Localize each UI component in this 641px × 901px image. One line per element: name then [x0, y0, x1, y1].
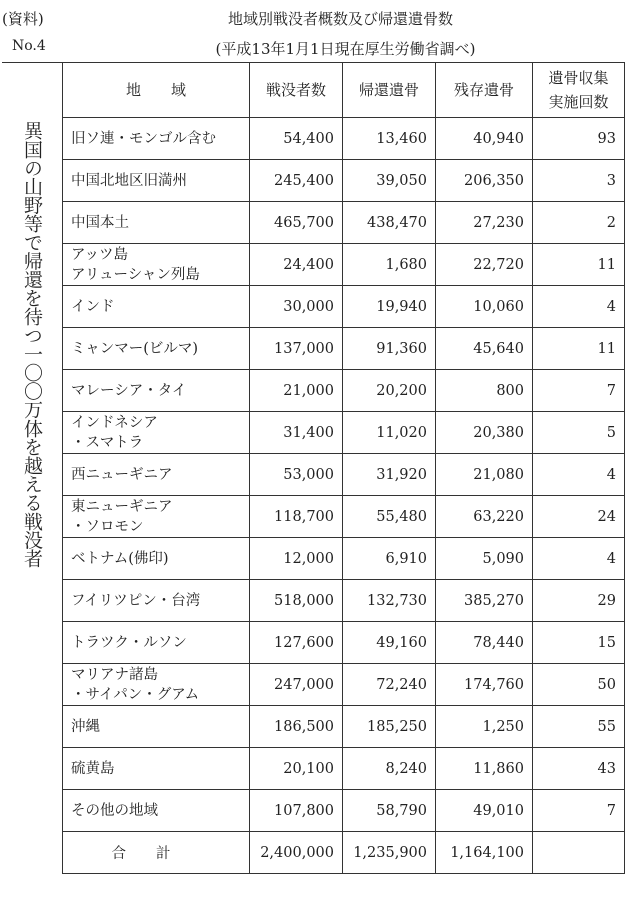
value-cell: 7 [533, 790, 625, 832]
value-cell: 11 [533, 244, 625, 286]
value-cell: 19,940 [343, 286, 436, 328]
source-label: (資料) [2, 10, 44, 28]
value-cell: 385,270 [436, 580, 533, 622]
value-cell: 132,730 [343, 580, 436, 622]
side-label: 異国の山野等で帰還を待つ一〇〇万体を越える戦没者 [21, 121, 43, 568]
value-cell: 22,720 [436, 244, 533, 286]
column-header: 残存遺骨 [436, 63, 533, 118]
value-cell: 137,000 [250, 328, 343, 370]
value-cell: 186,500 [250, 706, 343, 748]
total-label: 合計 [63, 832, 250, 874]
region-cell: 中国北地区旧満州 [63, 160, 250, 202]
side-column [2, 62, 62, 891]
value-cell: 40,940 [436, 118, 533, 160]
value-cell: 4 [533, 538, 625, 580]
region-cell: 西ニューギニア [63, 454, 250, 496]
value-cell: 24,400 [250, 244, 343, 286]
value-cell: 53,000 [250, 454, 343, 496]
value-cell: 127,600 [250, 622, 343, 664]
value-cell: 13,460 [343, 118, 436, 160]
value-cell: 21,000 [250, 370, 343, 412]
value-cell: 1,250 [436, 706, 533, 748]
value-cell: 31,920 [343, 454, 436, 496]
table-row [63, 244, 625, 286]
table-row [63, 412, 625, 454]
value-cell: 20,200 [343, 370, 436, 412]
value-cell: 5,090 [436, 538, 533, 580]
total-value: 1,164,100 [436, 832, 533, 874]
total-value [533, 832, 625, 874]
value-cell: 247,000 [250, 664, 343, 706]
value-cell: 438,470 [343, 202, 436, 244]
region-cell: 中国本土 [63, 202, 250, 244]
value-cell: 11 [533, 328, 625, 370]
value-cell: 206,350 [436, 160, 533, 202]
value-cell: 3 [533, 160, 625, 202]
table-row [63, 118, 625, 160]
value-cell: 50 [533, 664, 625, 706]
value-cell: 245,400 [250, 160, 343, 202]
document-number: No.4 [12, 38, 46, 54]
value-cell: 39,050 [343, 160, 436, 202]
total-value: 2,400,000 [250, 832, 343, 874]
value-cell: 11,020 [343, 412, 436, 454]
region-cell: その他の地域 [63, 790, 250, 832]
value-cell: 800 [436, 370, 533, 412]
column-header: 戦没者数 [250, 63, 343, 118]
table-row [63, 706, 625, 748]
value-cell: 31,400 [250, 412, 343, 454]
value-cell: 93 [533, 118, 625, 160]
table-row [63, 454, 625, 496]
table-row [63, 496, 625, 538]
table-row [63, 580, 625, 622]
document-title: 地域別戦没者概数及び帰還遺骨数 [227, 10, 453, 28]
column-header: 帰還遺骨 [343, 63, 436, 118]
region-cell: インド [63, 286, 250, 328]
region-cell: 東ニューギニア ・ソロモン [63, 496, 250, 538]
value-cell: 118,700 [250, 496, 343, 538]
table-header-row [63, 63, 625, 118]
value-cell: 11,860 [436, 748, 533, 790]
value-cell: 10,060 [436, 286, 533, 328]
value-cell: 24 [533, 496, 625, 538]
table-row [63, 538, 625, 580]
value-cell: 91,360 [343, 328, 436, 370]
region-cell: トラツク・ルソン [63, 622, 250, 664]
region-cell: 旧ソ連・モンゴル含む [63, 118, 250, 160]
value-cell: 58,790 [343, 790, 436, 832]
region-cell: 硫黄島 [63, 748, 250, 790]
region-cell: ベトナム(佛印) [63, 538, 250, 580]
value-cell: 2 [533, 202, 625, 244]
value-cell: 5 [533, 412, 625, 454]
total-value: 1,235,900 [343, 832, 436, 874]
value-cell: 29 [533, 580, 625, 622]
region-cell: インドネシア ・スマトラ [63, 412, 250, 454]
table-row [63, 622, 625, 664]
value-cell: 30,000 [250, 286, 343, 328]
value-cell: 1,680 [343, 244, 436, 286]
table-row [63, 202, 625, 244]
value-cell: 72,240 [343, 664, 436, 706]
column-header: 地 域 [63, 63, 250, 118]
region-cell: フイリツピン・台湾 [63, 580, 250, 622]
table-row [63, 370, 625, 412]
region-cell: アッツ島 アリューシャン列島 [63, 244, 250, 286]
value-cell: 78,440 [436, 622, 533, 664]
value-cell: 6,910 [343, 538, 436, 580]
value-cell: 518,000 [250, 580, 343, 622]
value-cell: 4 [533, 286, 625, 328]
total-row [63, 832, 625, 874]
table-row [63, 160, 625, 202]
value-cell: 7 [533, 370, 625, 412]
value-cell: 4 [533, 454, 625, 496]
value-cell: 54,400 [250, 118, 343, 160]
value-cell: 12,000 [250, 538, 343, 580]
value-cell: 45,640 [436, 328, 533, 370]
table-row [63, 790, 625, 832]
value-cell: 107,800 [250, 790, 343, 832]
value-cell: 20,380 [436, 412, 533, 454]
value-cell: 55 [533, 706, 625, 748]
war-dead-table [62, 62, 625, 874]
value-cell: 49,160 [343, 622, 436, 664]
column-header: 遺骨収集 実施回数 [533, 63, 625, 118]
region-cell: ミャンマー(ビルマ) [63, 328, 250, 370]
value-cell: 20,100 [250, 748, 343, 790]
value-cell: 27,230 [436, 202, 533, 244]
region-cell: 沖縄 [63, 706, 250, 748]
value-cell: 465,700 [250, 202, 343, 244]
value-cell: 55,480 [343, 496, 436, 538]
value-cell: 49,010 [436, 790, 533, 832]
table-row [63, 328, 625, 370]
value-cell: 8,240 [343, 748, 436, 790]
value-cell: 174,760 [436, 664, 533, 706]
region-cell: マレーシア・タイ [63, 370, 250, 412]
table-row [63, 286, 625, 328]
value-cell: 21,080 [436, 454, 533, 496]
table-row [63, 748, 625, 790]
value-cell: 15 [533, 622, 625, 664]
region-cell: マリアナ諸島 ・サイパン・グアム [63, 664, 250, 706]
document-subtitle: (平成13年1月1日現在厚生労働省調べ) [215, 40, 476, 58]
table-row [63, 664, 625, 706]
value-cell: 63,220 [436, 496, 533, 538]
value-cell: 185,250 [343, 706, 436, 748]
value-cell: 43 [533, 748, 625, 790]
